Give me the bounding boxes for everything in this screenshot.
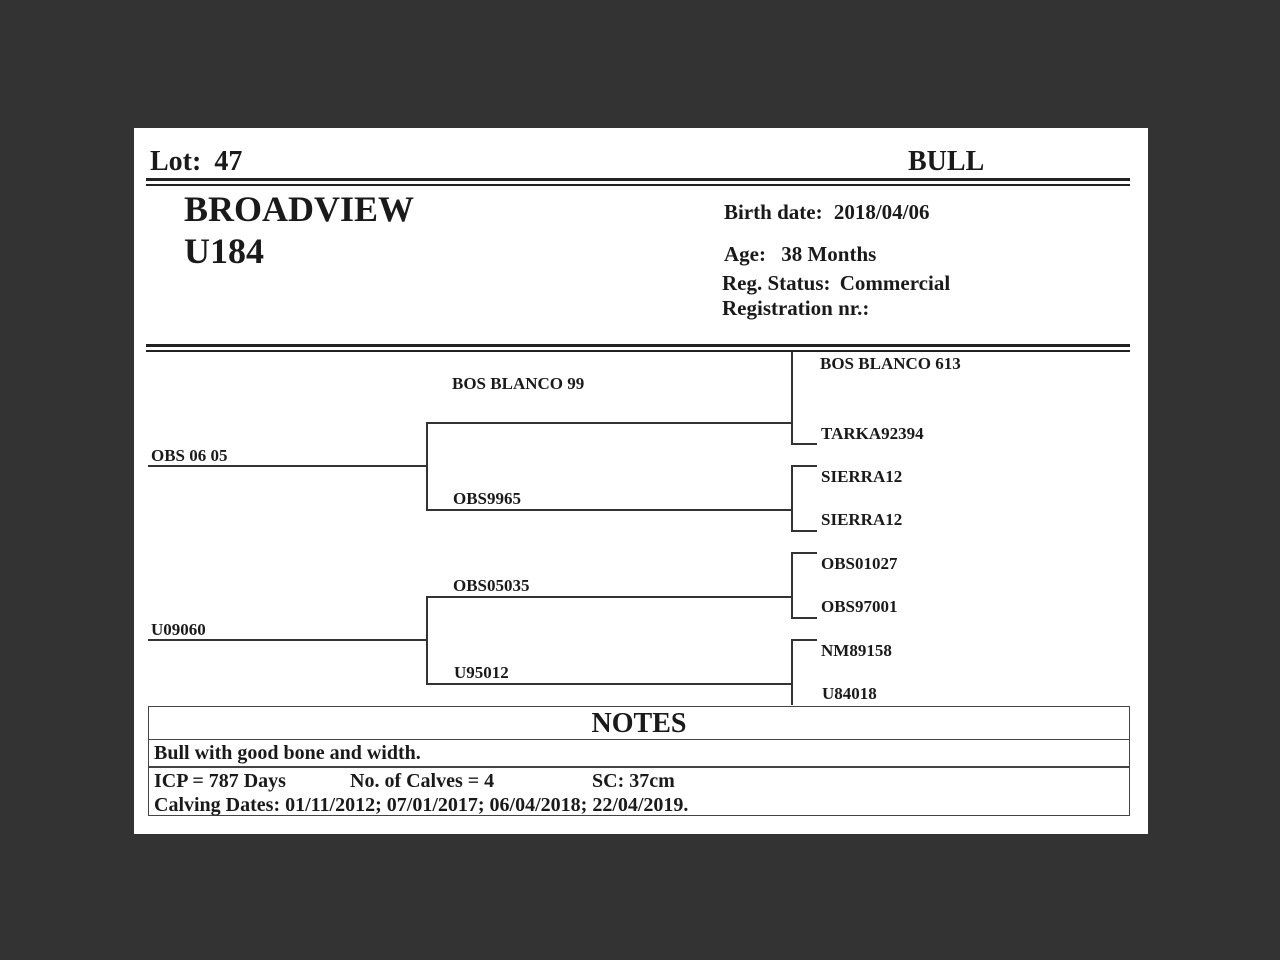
- calves-count: No. of Calves = 4: [350, 770, 495, 792]
- pedigree-top-rule: [146, 344, 1130, 347]
- sire-name: OBS 06 05: [151, 446, 228, 465]
- dam-sire-name: OBS05035: [453, 576, 530, 595]
- registration-row: [722, 296, 869, 321]
- sire-sire-line: [426, 422, 792, 424]
- ggp-name-2: TARKA92394: [821, 424, 924, 443]
- ggp-bracket-4-top: [791, 639, 817, 641]
- notes-box: [148, 706, 1130, 816]
- animal-id: U184: [184, 231, 264, 271]
- notes-title: NOTES: [149, 707, 1129, 740]
- age-row: [724, 242, 876, 267]
- reg-status-row: [722, 271, 950, 296]
- lot-label: [150, 146, 242, 178]
- header-rule-thin: [146, 184, 1130, 186]
- birth-date-value: 2018/04/06: [833, 200, 930, 224]
- dam-sire-line: [426, 596, 792, 598]
- ggp-name-8: U84018: [822, 684, 877, 703]
- header-rule: [146, 178, 1130, 181]
- dam-name: U09060: [151, 620, 206, 639]
- dam-bracket: [426, 596, 428, 684]
- notes-comment: Bull with good bone and width.: [154, 742, 421, 764]
- ggp-name-1: BOS BLANCO 613: [820, 354, 961, 373]
- ggp-name-7: NM89158: [821, 641, 892, 660]
- ggp-name-4: SIERRA12: [821, 510, 903, 529]
- sire-dam-name: OBS9965: [453, 489, 522, 508]
- dam-dam-line: [426, 683, 792, 685]
- lot-card: [134, 128, 1148, 834]
- ggp-name-3: SIERRA12: [821, 467, 903, 486]
- calving-dates: Calving Dates: 01/11/2012; 07/01/2017; 06/04/2018; 22/04/2019.: [154, 794, 689, 816]
- dam-dam-name: U95012: [454, 663, 509, 682]
- notes-separator: [149, 766, 1129, 768]
- sire-dam-line: [426, 509, 792, 511]
- lot-number: 47: [214, 146, 243, 177]
- ggp-bracket-2-bottom: [791, 530, 817, 532]
- ggp-bracket-4: [791, 639, 793, 705]
- sire-sire-name: BOS BLANCO 99: [452, 374, 585, 393]
- animal-name: BROADVIEW: [184, 189, 415, 229]
- ggp-bracket-2-top: [791, 465, 817, 467]
- ggp-bracket-3: [791, 552, 793, 618]
- sc-value: SC: 37cm: [592, 770, 675, 792]
- ggp-bracket-3-top: [791, 552, 817, 554]
- sire-bracket: [426, 422, 428, 510]
- reg-status-value: Commercial: [839, 271, 951, 295]
- ggp-bracket-1: [791, 352, 793, 444]
- lot-label-text: Lot:: [150, 146, 202, 177]
- animal-sex: BULL: [908, 146, 985, 177]
- ggp-bracket-3-bottom: [791, 617, 817, 619]
- age-label: Age:: [724, 242, 766, 266]
- ggp-bracket-2: [791, 465, 793, 531]
- registration-label: Registration nr.:: [722, 296, 870, 320]
- ggp-bracket-1-bottom: [791, 443, 817, 445]
- ggp-name-6: OBS97001: [821, 597, 898, 616]
- pedigree-top-rule-thin: [146, 350, 1130, 352]
- age-value: 38 Months: [781, 242, 877, 266]
- birth-date-row: [724, 200, 930, 225]
- ggp-name-5: OBS01027: [821, 554, 898, 573]
- icp-value: ICP = 787 Days: [154, 770, 286, 792]
- birth-date-label: Birth date:: [724, 200, 823, 224]
- reg-status-label: Reg. Status:: [722, 271, 831, 295]
